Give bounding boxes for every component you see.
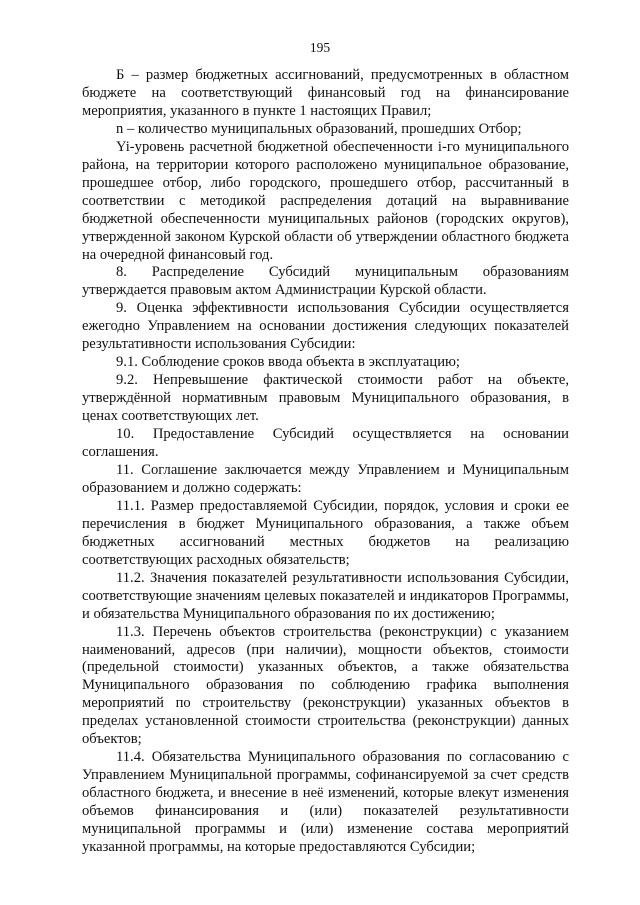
paragraph-8: 8. Распределение Субсидий муниципальным образованиям утверждается правовым актом Администрации Курской области.	[82, 264, 569, 299]
page-number: 195	[309, 40, 331, 55]
document-body	[82, 67, 569, 857]
paragraph-11-4: 11.4. Обязательства Муниципального образования по согласованию с Управлением Муниципальной программы, софинансируемой за счет средств областного бюджета, и внесение в неё изменений, которые влекут изменения объемов финансирования и (или) показателей результативности муниципальной программы и (или) изменение состава мероприятий указанной программы, на которые предоставляются Субсидии;	[82, 749, 569, 855]
paragraph-10: 10. Предоставление Субсидий осуществляется на основании соглашения.	[82, 426, 569, 461]
paragraph-9-1: 9.1. Соблюдение сроков ввода объекта в эксплуатацию;	[116, 354, 460, 371]
paragraph-11-2: 11.2. Значения показателей результативности использования Субсидии, соответствующие значениям целевых показателей и индикаторов Программы, и обязательства Муниципального образования по их достижению;	[82, 569, 570, 622]
paragraph-n-definition: n – количество муниципальных образований, прошедших Отбор;	[116, 120, 522, 137]
paragraph-9: 9. Оценка эффективности использования Субсидии осуществляется ежегодно Управлением на основании достижения следующих показателей результативности использования Субсидии:	[82, 300, 569, 353]
paragraph-11-1: 11.1. Размер предоставляемой Субсидии, порядок, условия и сроки ее перечисления в бюджет Муниципального образования, а также объем бюджетных ассигнований местных бюджетов на реализацию соответствующих расходных обязательств;	[82, 497, 569, 568]
paragraph-11: 11. Соглашение заключается между Управлением и Муниципальным образованием и должно содержать:	[82, 461, 569, 496]
paragraph-budget-definition: Б – размер бюджетных ассигнований, предусмотренных в областном бюджете на соответствующий финансовый год на финансирование мероприятия, указанного в пункте 1 настоящих Правил;	[82, 67, 569, 119]
paragraph-9-2: 9.2. Непревышение фактической стоимости работ на объекте, утверждённой нормативным правовым Муниципального образования, в ценах соответствующих лет.	[82, 372, 569, 425]
paragraph-11-3: 11.3. Перечень объектов строительства (реконструкции) с указанием наименований, адресов (при наличии), мощности объектов, стоимости (предельной стоимости) указанных объектов, а также обязательства Муниципального образования по соблюдению графика выполнения мероприятий по строительству (реконструкции) указанных объектов в пределах установленной стоимости строительства (реконструкции) данных объектов;	[82, 623, 569, 748]
paragraph-yi-definition: Yi-уровень расчетной бюджетной обеспеченности i-го муниципального района, на территории которого расположено муниципальное образование, прошедшее отбор, либо городского, прошедшего отбор, рассчитанный в соответствии с методикой распределения дотаций на выравнивание бюджетной обеспеченности муниципальных районов (городских округов), утвержденной законом Курской области об утверждении областного бюджета на очередной финансовый год.	[82, 138, 569, 263]
